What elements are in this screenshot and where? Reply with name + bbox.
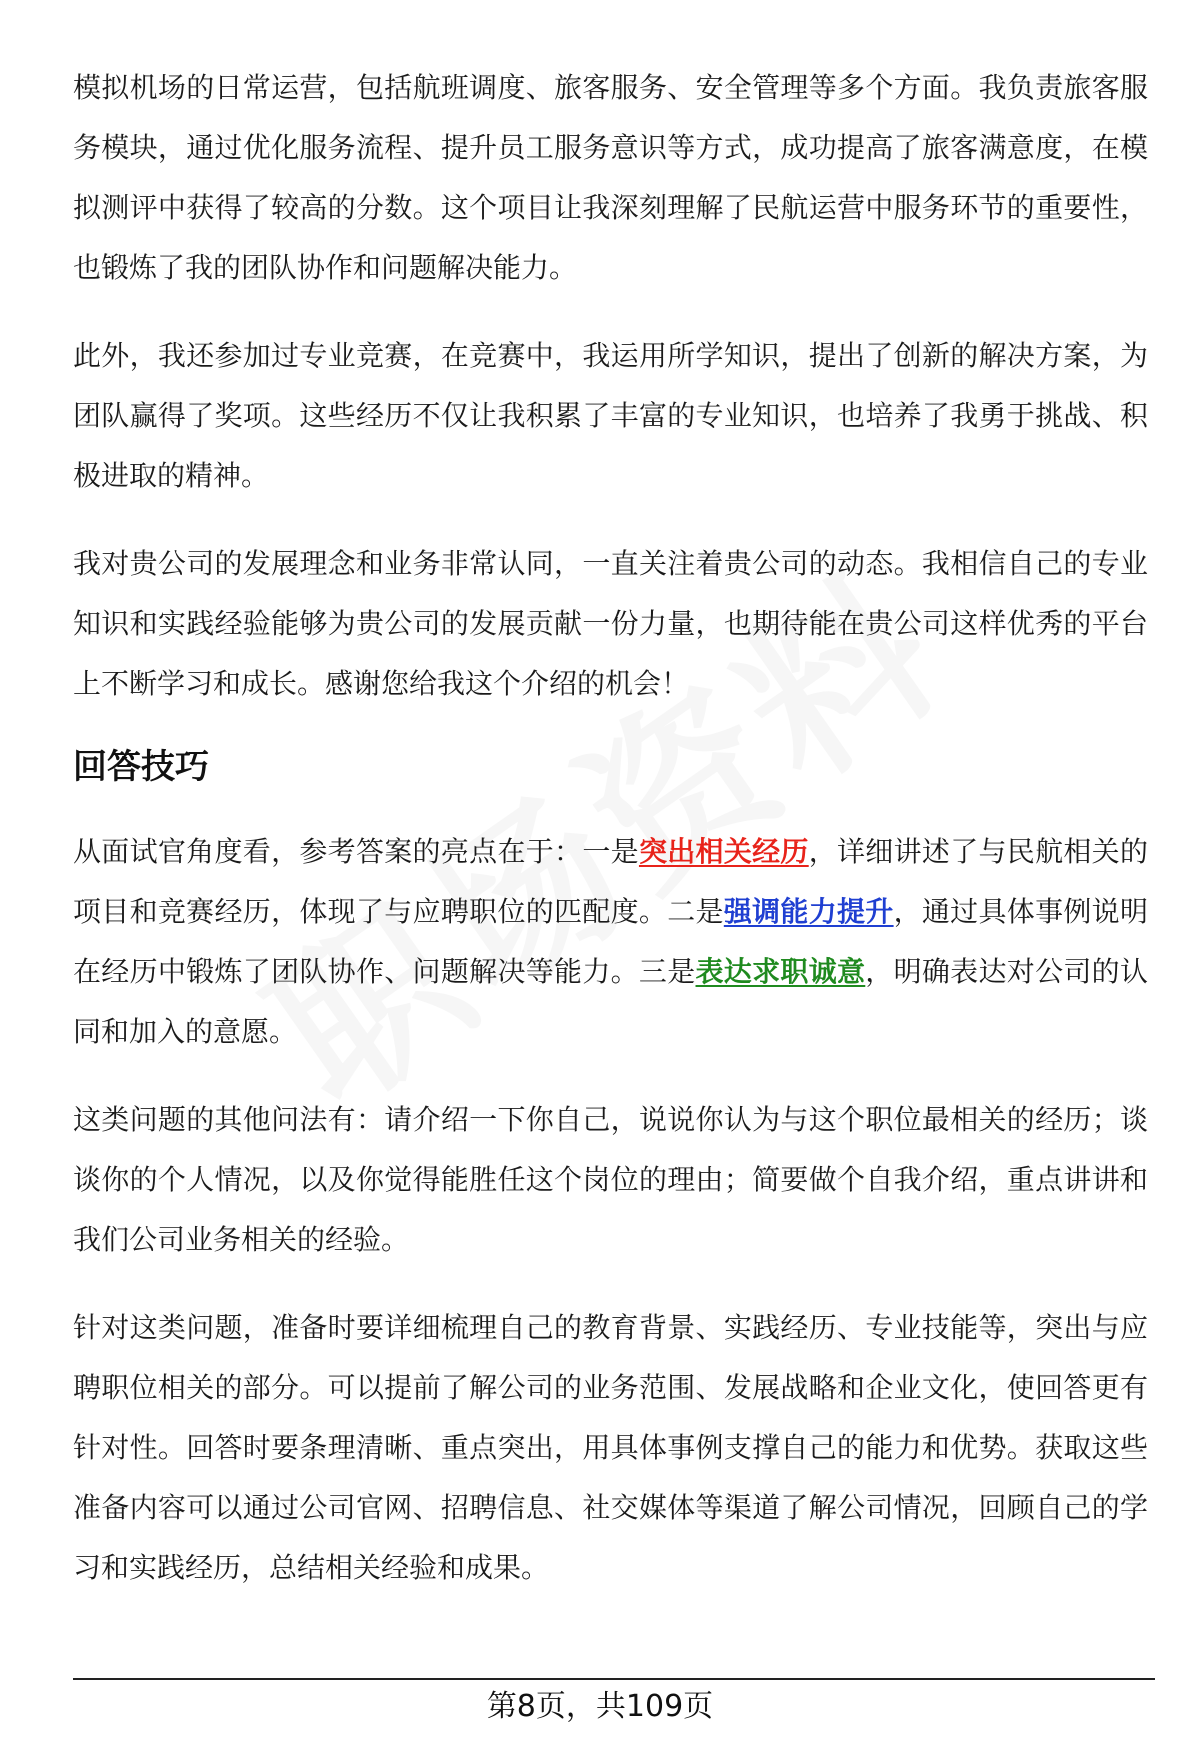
highlight-ability-improvement: 强调能力提升	[723, 895, 894, 928]
paragraph-preparation-advice: 针对这类问题，准备时要详细梳理自己的教育背景、实践经历、专业技能等，突出与应聘职位相关的部分。可以提前了解公司的业务范围、发展战略和企业文化，使回答更有针对性。回答时要条理清晰、重点突出，用具体事例支撑自己的能力和优势。获取这些准备内容可以通过公司官网、招聘信息、社交媒体等渠道了解公司情况，回顾自己的学习和实践经历，总结相关经验和成果。	[73, 1311, 1148, 1584]
paragraph-competition: 此外，我还参加过专业竞赛，在竞赛中，我运用所学知识，提出了创新的解决方案，为团队赢得了奖项。这些经历不仅让我积累了丰富的专业知识，也培养了我勇于挑战、积极进取的精神。	[73, 339, 1148, 492]
highlights-text-1: 从面试官角度看，参考答案的亮点在于：一是	[73, 835, 639, 868]
footer-divider	[73, 1678, 1155, 1680]
paragraph-project-experience: 模拟机场的日常运营，包括航班调度、旅客服务、安全管理等多个方面。我负责旅客服务模块，通过优化服务流程、提升员工服务意识等方式，成功提高了旅客满意度，在模拟测评中获得了较高的分数。这个项目让我深刻理解了民航运营中服务环节的重要性，也锻炼了我的团队协作和问题解决能力。	[73, 71, 1148, 284]
highlight-job-sincerity: 表达求职诚意	[695, 955, 866, 988]
paragraph-other-questions: 这类问题的其他问法有：请介绍一下你自己，说说你认为与这个职位最相关的经历；谈谈你的个人情况，以及你觉得能胜任这个岗位的理由；简要做个自我介绍，重点讲讲和我们公司业务相关的经验。	[73, 1103, 1148, 1256]
paragraph-company-interest: 我对贵公司的发展理念和业务非常认同，一直关注着贵公司的动态。我相信自己的专业知识和实践经验能够为贵公司的发展贡献一份力量，也期待能在贵公司这样优秀的平台上不断学习和成长。感谢您给我这个介绍的机会！	[73, 547, 1148, 700]
highlights-text-2: ，详细讲述了与民航相关的项目和竞赛经历，体现了与应聘职位的匹配度。二是	[73, 835, 1148, 928]
page-content	[73, 58, 1148, 1626]
page-number: 第8页，共109页	[486, 1689, 714, 1724]
highlights-text-4: ，明确表达对公司的认同和加入的意愿。	[73, 955, 1148, 1048]
paragraph-highlights	[73, 822, 1148, 1062]
highlight-relevant-experience: 突出相关经历	[638, 835, 809, 868]
section-heading: 回答技巧	[73, 747, 209, 787]
highlights-text-3: ，通过具体事例说明在经历中锻炼了团队协作、问题解决等能力。三是	[73, 895, 1148, 988]
